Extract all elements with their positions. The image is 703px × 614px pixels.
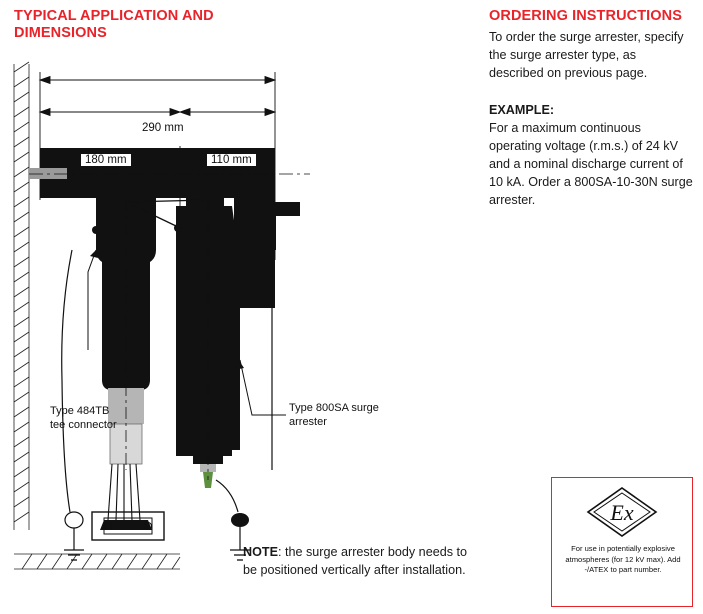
earth-lug-right (231, 513, 249, 527)
callout-tee-connector: Type 484TB tee connector (50, 405, 117, 431)
dimension-180: 180 mm (81, 154, 131, 166)
arrester-top-cap (186, 196, 224, 208)
lead-terminal-left (92, 226, 100, 234)
dimension-290: 290 mm (138, 122, 188, 134)
callout-surge-arrester: Type 800SA surge arrester (289, 402, 379, 428)
earth-wire-right (216, 480, 238, 512)
earth-wire-left (62, 250, 72, 512)
example-label: EXAMPLE: (489, 103, 555, 117)
bus-cable-entry (29, 168, 67, 179)
drawing-svg (0, 50, 480, 609)
dimension-110: 110 mm (207, 154, 256, 166)
ordering-instructions-text: To order the surge arrester, specify the surge arrester type, as described on previous page. (489, 30, 684, 80)
earth-symbol-right (230, 550, 250, 560)
technical-drawing (0, 50, 480, 609)
support-bracket (262, 202, 300, 250)
ordering-instructions-heading: ORDERING INSTRUCTIONS (489, 8, 683, 24)
floor-hatching (14, 554, 180, 569)
left-section-heading: TYPICAL APPLICATION AND DIMENSIONS (14, 8, 214, 41)
svg-text:Ex: Ex (610, 500, 634, 525)
wall-hatching (14, 62, 29, 530)
note-label: NOTE (243, 545, 278, 559)
atex-box (551, 477, 693, 607)
earth-lug-left (65, 512, 83, 528)
atex-caption: For use in potentially explosive atmospheres (for 12 kV max). Add -/ATEX to part number. (565, 544, 681, 574)
atex-ex-icon (586, 486, 658, 538)
note-body: : the surge arrester body needs to be positioned vertically after installation. (243, 545, 468, 577)
example-text: For a maximum continuous operating voltage (r.m.s.) of 24 kV and a nominal discharge current of 10 kA. Order a 800SA-10-30N surge arrester. (489, 121, 693, 207)
lead-terminal-right (174, 224, 182, 232)
